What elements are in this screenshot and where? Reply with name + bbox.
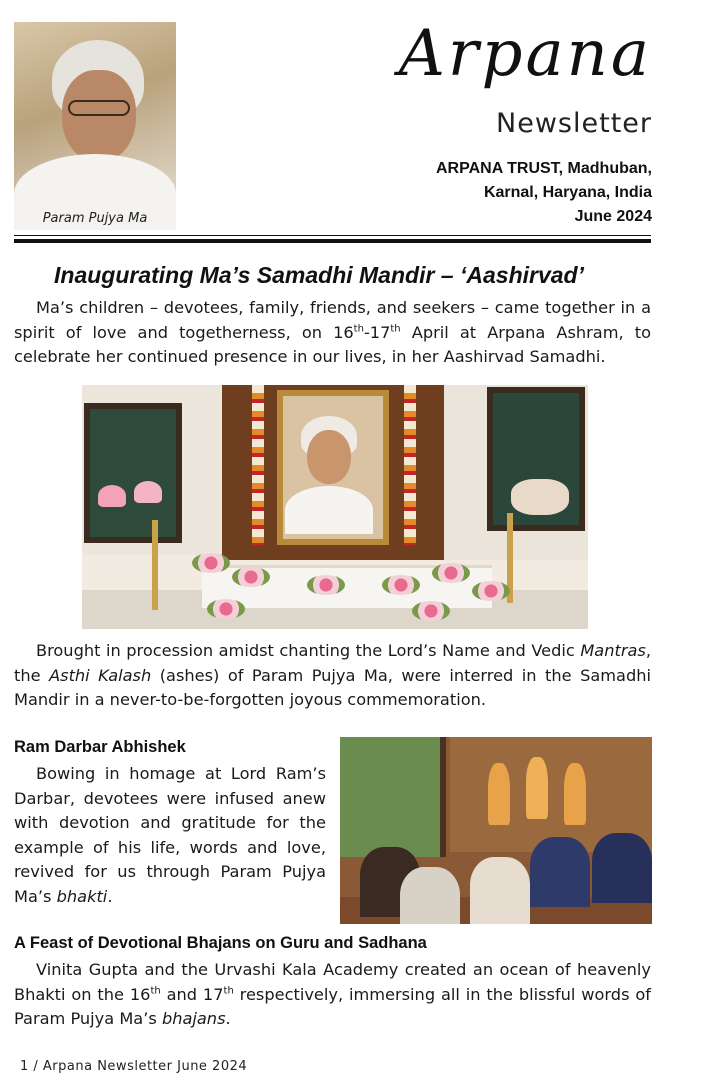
address-line-2: Karnal, Haryana, India [483,184,652,201]
ram-darbar-photo [340,737,652,924]
masthead-title: Arpana [398,17,652,91]
bhajans-paragraph: Vinita Gupta and the Urvashi Kala Academy created an ocean of heavenly Bhakti on the 16th and 17th respectively, immersing all in the blissful words of Param Pujya Ma’s bhajans. [14,960,651,1028]
issue-date: June 2024 [574,208,652,225]
article-paragraph-1: Ma’s children – devotees, family, friends, and seekers – came together in a spirit of love and togetherness, on 16th-17th April at Arpana Ashram, to celebrate her continued presence in our lives, in her Aashirvad Samadhi. [14,298,651,366]
header-rule-thin [14,235,651,236]
article-headline: Inaugurating Ma’s Samadhi Mandir – ‘Aashirvad’ [54,262,584,288]
address-line-1: ARPANA TRUST, Madhuban, [436,160,652,177]
page-footer: 1 / Arpana Newsletter June 2024 [20,1059,248,1074]
section-heading-ram-darbar: Ram Darbar Abhishek [14,738,186,756]
portrait-photo [14,22,176,230]
section-heading-bhajans: A Feast of Devotional Bhajans on Guru and Sadhana [14,934,427,952]
article-paragraph-2: Brought in procession amidst chanting the Lord’s Name and Vedic Mantras, the Asthi Kalash (ashes) of Param Pujya Ma, were interred in the Samadhi Mandir in a never-to-be-forgotten joyous commemoration. [14,641,652,709]
header-rule-thick [14,239,651,243]
masthead-subtitle: Newsletter [496,108,652,139]
ram-darbar-paragraph: Bowing in homage at Lord Ram’s Darbar, devotees were infused anew with devotion and gratitude for the example of his life, words and love, revived for us through Param Pujya Ma’s bhakti. [14,764,326,906]
samadhi-mandir-photo [82,385,588,629]
portrait-caption: Param Pujya Ma [42,211,148,226]
